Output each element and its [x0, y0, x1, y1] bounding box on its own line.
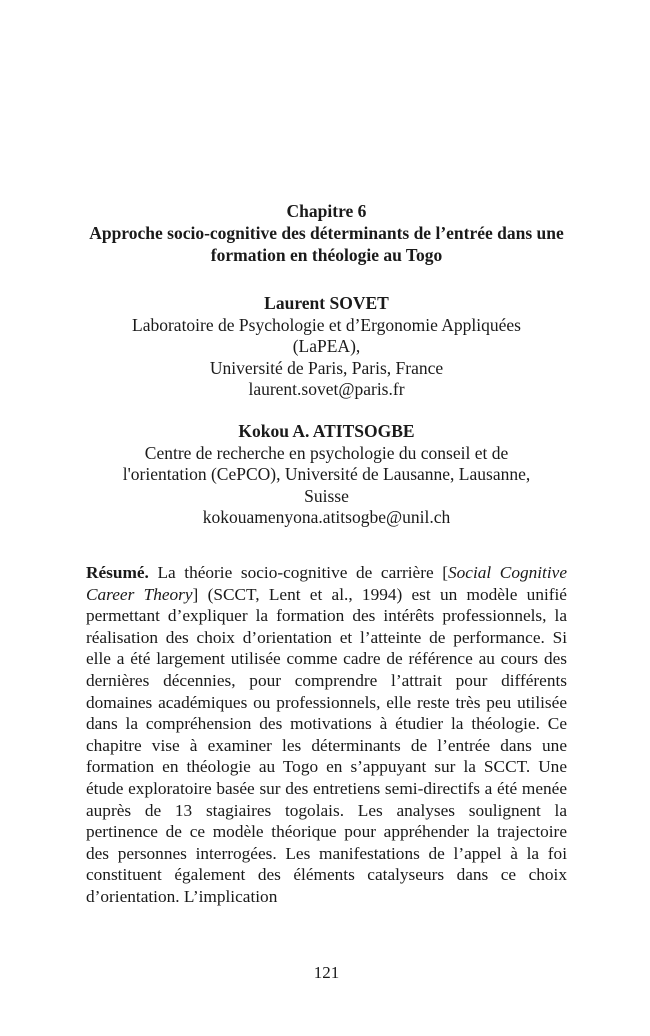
abstract	[86, 562, 567, 908]
author-affiliation-line: Université de Paris, Paris, France	[209, 357, 444, 378]
author-affiliation-line: Suisse	[304, 485, 349, 506]
author-name: Laurent SOVET	[264, 293, 389, 313]
author-block-1	[86, 293, 567, 401]
author-email[interactable]: laurent.sovet@paris.fr	[248, 379, 405, 399]
author-affiliation-line: Laboratoire de Psychologie et d’Ergonomie Appliquées	[132, 314, 521, 335]
abstract-text-start: La théorie socio-cognitive de carrière [	[148, 563, 449, 582]
page-number: 121	[313, 963, 340, 982]
chapter-header	[86, 200, 567, 266]
author-name: Kokou A. ATITSOGBE	[238, 421, 415, 441]
author-affiliation-line: l'orientation (CePCO), Université de Lausanne, Lausanne,	[122, 464, 531, 484]
abstract-text-body: ] (SCCT, Lent et al., 1994) est un modèle unifié permettant d’expliquer la formation des intérêts professionnels, la réalisation des choix d’orientation et l’atteinte de performance. Si elle a été largement utilisée comme cadre de référence au cours des dernières décennies, pour comprendre l’attrait pour différents domaines académiques ou professionnels, elle reste très peu utilisée dans la compréhension des motivations à étudier la théologie. Ce chapitre vise à examiner les déterminants de l’entrée dans une formation en théologie au Togo en s’appuyant sur la SCCT. Une étude exploratoire basée sur des entretiens semi-directifs a été menée auprès de 13 stagiaires togolais. Les analyses soulignent la pertinence de ce modèle théorique pour appréhender la trajectoire des personnes interrogées. Les manifestations de l’appel à la foi constituent également des éléments catalyseurs dans ce choix d’orientation. L’implication	[86, 584, 567, 906]
chapter-title: Approche socio-cognitive des déterminants de l’entrée dans une formation en théologie au Togo	[89, 223, 564, 265]
chapter-label: Chapitre 6	[286, 201, 367, 221]
author-affiliation-line: (LaPEA),	[292, 336, 361, 356]
author-affiliation-line: Centre de recherche en psychologie du conseil et de	[144, 442, 509, 463]
author-block-2	[86, 421, 567, 529]
author-email[interactable]: kokouamenyona.atitsogbe@unil.ch	[202, 507, 451, 527]
abstract-italic-term: Social Cognitive Career Theory	[86, 563, 567, 604]
abstract-label: Résumé.	[86, 563, 149, 582]
